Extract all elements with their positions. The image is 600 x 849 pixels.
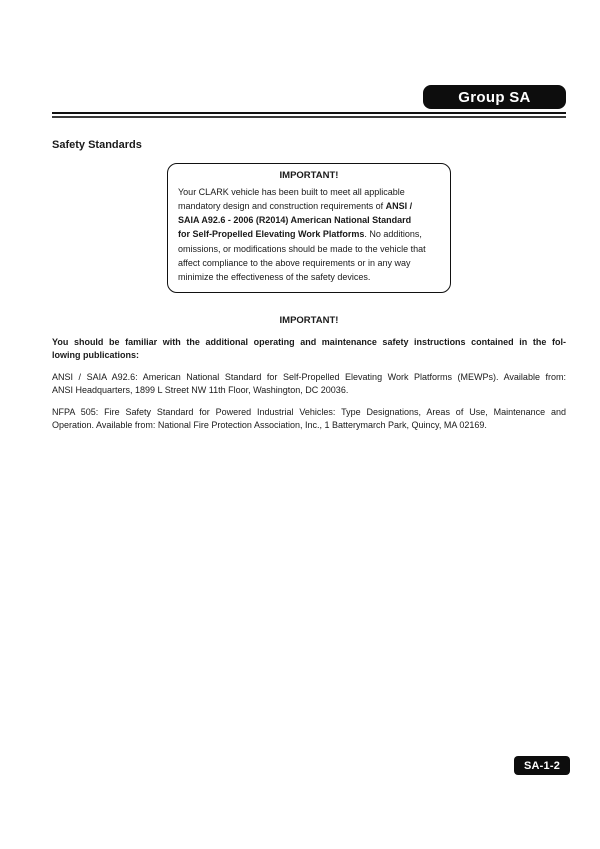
page-number-badge xyxy=(514,756,570,775)
text-line: Operation. Available from: National Fire Protection Association, Inc., 1 Batterymarch Park, Quincy, MA 02169. xyxy=(52,419,487,430)
group-badge-label: Group SA xyxy=(458,88,531,106)
page-content xyxy=(52,85,566,432)
text-line: omissions, or modifications should be made to the vehicle that xyxy=(178,243,426,254)
important-box-title: IMPORTANT! xyxy=(279,169,339,181)
text-line: Your CLARK vehicle has been built to meet all applicable xyxy=(178,186,405,197)
text-line: mandatory design and construction requirements of ANSI / xyxy=(178,200,413,211)
text-line: affect compliance to the above requirements or in any way xyxy=(178,257,411,268)
important-box-body xyxy=(178,185,440,285)
text-line: You should be familiar with the additional operating and maintenance safety instructions contained in the fol- xyxy=(52,336,566,347)
text-line: lowing publications: xyxy=(52,349,139,360)
header-rule xyxy=(52,112,566,118)
page-title: Safety Standards xyxy=(52,138,142,151)
group-badge xyxy=(423,85,566,109)
text-line: ANSI / SAIA A92.6: American National Standard for Self-Propelled Elevating Work Platforms (MEWPs). Available from: xyxy=(52,371,566,382)
text-line: SAIA A92.6 - 2006 (R2014) American National Standard xyxy=(178,215,412,226)
text-line: for Self-Propelled Elevating Work Platforms. No additions, xyxy=(178,229,422,240)
ansi-publication-paragraph xyxy=(52,371,566,397)
text-line: minimize the effectiveness of the safety devices. xyxy=(178,272,371,283)
nfpa-publication-paragraph xyxy=(52,406,566,432)
important-box xyxy=(167,163,451,293)
important-heading: IMPORTANT! xyxy=(279,314,339,326)
text-line: ANSI Headquarters, 1899 L Street NW 11th Floor, Washington, DC 20036. xyxy=(52,384,349,395)
intro-paragraph xyxy=(52,336,566,362)
text-line: NFPA 505: Fire Safety Standard for Powered Industrial Vehicles: Type Designations, Areas of Use, Maintenance and xyxy=(52,406,566,417)
page-number-label: SA-1-2 xyxy=(523,759,561,772)
